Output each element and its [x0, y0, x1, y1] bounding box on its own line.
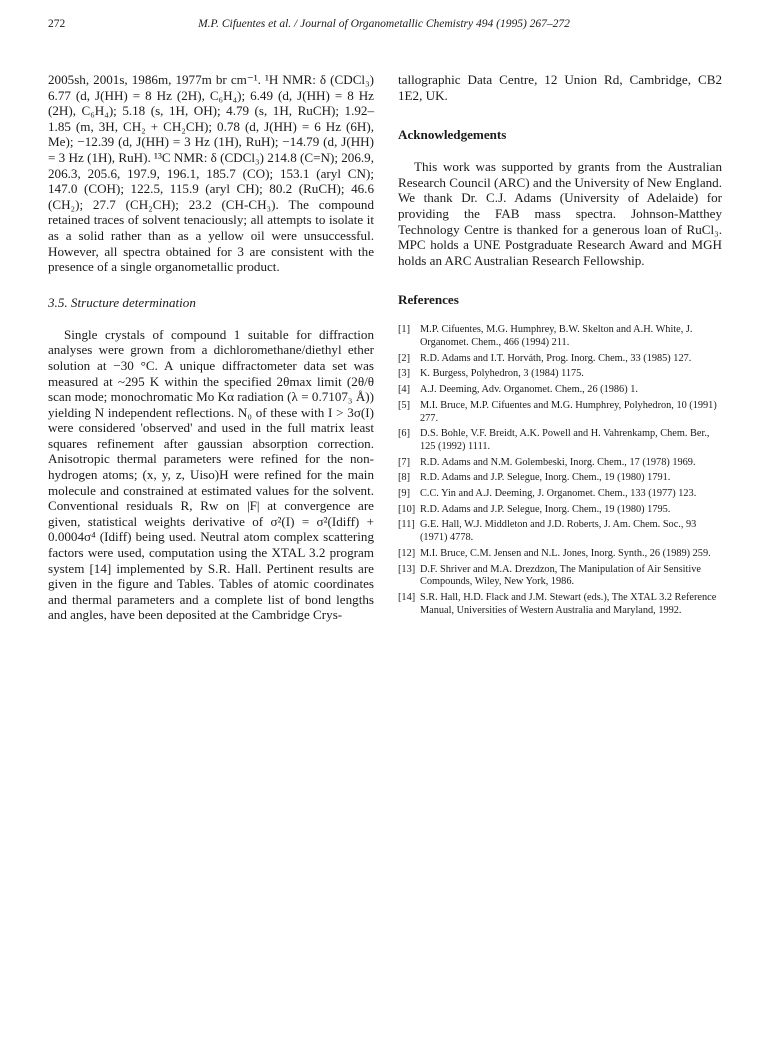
- reference-number: [4]: [398, 384, 411, 396]
- reference-text: R.D. Adams and J.P. Selegue, Inorg. Chem., 19 (1980) 1791.: [420, 472, 671, 484]
- reference-item: [398, 457, 722, 470]
- reference-item: [398, 384, 722, 397]
- reference-item: [398, 592, 722, 617]
- acknowledgements-heading: Acknowledgements: [398, 127, 507, 143]
- reference-text: D.F. Shriver and M.A. Drezdzon, The Manipulation of Air Sensitive Compounds, Wiley, New York, 1986.: [420, 563, 701, 588]
- left-column: [48, 72, 374, 623]
- reference-item: [398, 368, 722, 381]
- reference-text: A.J. Deeming, Adv. Organomet. Chem., 26 (1986) 1.: [420, 384, 638, 396]
- reference-number: [12]: [398, 547, 416, 559]
- reference-text: R.D. Adams and I.T. Horváth, Prog. Inorg. Chem., 33 (1985) 127.: [420, 352, 692, 364]
- reference-number: [9]: [398, 488, 411, 500]
- reference-item: [398, 488, 722, 501]
- reference-text: G.E. Hall, W.J. Middleton and J.D. Roberts, J. Am. Chem. Soc., 93 (1971) 4778.: [420, 519, 697, 544]
- reference-number: [13]: [398, 563, 416, 575]
- reference-item: [398, 504, 722, 517]
- reference-item: [398, 353, 722, 366]
- reference-number: [1]: [398, 324, 411, 336]
- structure-determination-paragraph: Single crystals of compound 1 suitable for diffraction analyses were grown from a dichloromethane/diethyl ether solution at −30 °C. A unique diffractometer data set was measured at ~295 K within the specified 2θmax limit (2θ/θ scan mode; monochromatic Mo Kα radiation (λ = 0.7107₃ Å)) yielding N independent reflections. N₀ of these with I > 3σ(I) were considered 'observed' and used in the full matrix least squares refinement after gaussian absorption correction. Anisotropic thermal parameters were refined for the non-hydrogen atoms; (x, y, z, Uiso)H were refined for the main molecule and constrained at estimated values for the solvent. Conventional residuals R, Rw on |F| at convergence are given, statistical weights derivative of σ²(I) = σ²(Idiff) + 0.0004σ⁴ (Idiff) being used. Neutral atom complex scattering factors were used, computation using the XTAL 3.2 program system [14] implemented by S.R. Hall. Pertinent results are given in the figure and Tables. Tables of atomic coordinates and thermal parameters and a complete list of bond lengths and angles, have been deposited at the Cambridge Crys-: [48, 326, 374, 623]
- reference-item: [398, 519, 722, 544]
- running-head: M.P. Cifuentes et al. / Journal of Organometallic Chemistry 494 (1995) 267–272: [198, 18, 570, 30]
- reference-item: [398, 324, 722, 349]
- reference-item: [398, 472, 722, 485]
- reference-number: [10]: [398, 503, 416, 515]
- nmr-paragraph: 2005sh, 2001s, 1986m, 1977m br cm⁻¹. ¹H NMR: δ (CDCl₃) 6.77 (d, J(HH) = 8 Hz (2H), C₆H₄); 6.49 (d, J(HH) = 8 Hz (2H), C₆H₄); 5.18 (s, 1H, OH); 4.79 (s, 1H, RuCH); 1.92–1.85 (m, 3H, CH₂ + CH₂CH); 0.78 (d, J(HH) = 6 Hz (6H), Me); −12.39 (d, J(HH) = 3 Hz (1H), RuH); −14.79 (d, J(HH) = 3 Hz (1H), RuH). ¹³C NMR: δ (CDCl₃) 214.8 (C=N); 206.9, 206.3, 205.6, 197.9, 196.1, 185.7 (CO); 153.1 (aryl CN); 147.0 (COH); 122.5, 115.9 (aryl CH); 80.2 (RuCH); 46.6 (CH₂); 27.7 (CH₂CH); 23.2 (CH-CH₃). The compound retained traces of solvent tenaciously; all attempts to isolate it as a solid rather than as a yellow oil were unsuccessful. However, all spectra obtained for 3 are consistent with the presence of a single organometallic product.: [48, 72, 374, 275]
- section-heading-structure-determination: 3.5. Structure determination: [48, 294, 196, 310]
- right-column: [398, 72, 722, 620]
- reference-list: [398, 324, 722, 617]
- reference-number: [11]: [398, 519, 415, 531]
- reference-number: [5]: [398, 399, 411, 411]
- reference-item: [398, 400, 722, 425]
- reference-text: M.I. Bruce, C.M. Jensen and N.L. Jones, Inorg. Synth., 26 (1989) 259.: [420, 547, 711, 559]
- reference-number: [3]: [398, 368, 411, 380]
- acknowledgements-paragraph: This work was supported by grants from the Australian Research Council (ARC) and the University of New England. We thank Dr. C.J. Adams (University of Adelaide) for providing the FAB mass spectra. Johnson-Matthey Technology Centre is thanked for a generous loan of RuCl₃. MPC holds a UNE Postgraduate Research Award and MGH holds an ARC Australian Research Fellowship.: [398, 159, 722, 268]
- reference-item: [398, 548, 722, 561]
- reference-number: [2]: [398, 352, 411, 364]
- reference-number: [6]: [398, 428, 411, 440]
- reference-number: [8]: [398, 472, 411, 484]
- reference-text: D.S. Bohle, V.F. Breidt, A.K. Powell and H. Vahrenkamp, Chem. Ber., 125 (1992) 1111.: [420, 428, 710, 452]
- reference-text: K. Burgess, Polyhedron, 3 (1984) 1175.: [420, 368, 584, 380]
- reference-item: [398, 564, 722, 589]
- reference-text: M.I. Bruce, M.P. Cifuentes and M.G. Humphrey, Polyhedron, 10 (1991) 277.: [420, 399, 717, 424]
- reference-text: S.R. Hall, H.D. Flack and J.M. Stewart (eds.), The XTAL 3.2 Reference Manual, Universities of Western Australia and Maryland, 1992.: [420, 592, 717, 616]
- reference-text: C.C. Yin and A.J. Deeming, J. Organomet. Chem., 133 (1977) 123.: [420, 488, 697, 500]
- reference-text: M.P. Cifuentes, M.G. Humphrey, B.W. Skelton and A.H. White, J. Organomet. Chem., 466 (1994) 211.: [420, 324, 693, 349]
- references-heading: References: [398, 292, 459, 308]
- continuation-paragraph: tallographic Data Centre, 12 Union Rd, Cambridge, CB2 1E2, UK.: [398, 72, 722, 103]
- reference-text: R.D. Adams and N.M. Golembeski, Inorg. Chem., 17 (1978) 1969.: [420, 456, 696, 468]
- reference-item: [398, 428, 722, 453]
- reference-text: R.D. Adams and J.P. Selegue, Inorg. Chem., 19 (1980) 1795.: [420, 503, 671, 515]
- page-number: 272: [48, 18, 66, 30]
- reference-number: [14]: [398, 592, 416, 603]
- reference-number: [7]: [398, 456, 411, 468]
